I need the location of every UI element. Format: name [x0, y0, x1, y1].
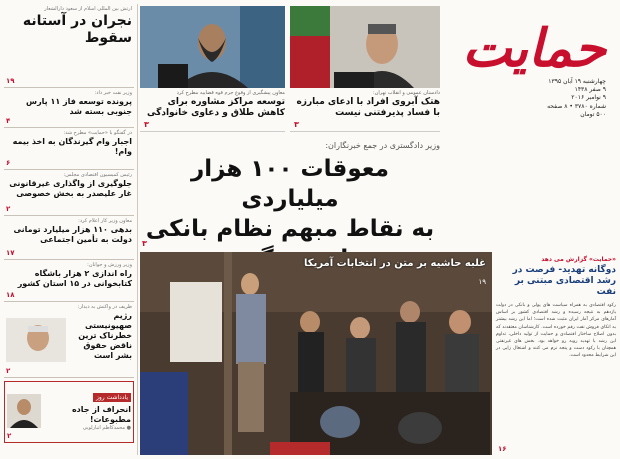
- right-article-page: ۱۶: [498, 445, 507, 453]
- sidebar-item[interactable]: [4, 88, 134, 128]
- sidebar-item-page: ۱۸: [6, 291, 15, 299]
- editorial-note[interactable]: [4, 381, 134, 443]
- masthead-logo[interactable]: [452, 8, 610, 78]
- logo-text: حمایت: [462, 18, 606, 78]
- sidebar-item-kicker: ظریف در واکنش به دیدار:: [77, 304, 132, 310]
- right-article-body: رکود اقتصادی به همراه سیاست های پولی و بانکی در دولت یازدهم به نتیجه رسیده و رشد اقتصادی کشور بر اساس آمارهای مرکز آمار ایران مثبت شده است؛ اما این رشد بیشتر به اتکای فروش نفت رقم خورده است. کارشناسان معتقدند که بدون اصلاح ساختار اقتصادی و حمایت از تولید داخلی، تداوم این رشد با تهدید روبه رو خواهد بود. بخش های غیرنفتی همچنان با رکود دست و پنجه نرم می کنند و اشتغال زایی در این شرایط محدود است.: [496, 303, 616, 359]
- sidebar-item-page: ۴: [6, 117, 11, 125]
- sidebar-item-kicker: معاون وزیر کار اعلام کرد:: [78, 218, 132, 224]
- date-persian: چهارشنبه ۱۹ آبان ۱۳۹۵: [548, 78, 606, 85]
- editorial-text: [55, 405, 131, 432]
- sidebar: [4, 4, 134, 455]
- sidebar-item-kicker: در گفتگو با «حمایت» مطرح شد:: [63, 130, 132, 136]
- sidebar-item-headline[interactable]: اجبار وام گیرندگان به اخذ بیمه وام!: [12, 137, 132, 156]
- sidebar-item[interactable]: [4, 128, 134, 170]
- top-story-1-photo: [290, 6, 440, 88]
- date-hijri: ۹ صفر ۱۴۳۸: [574, 86, 606, 94]
- sidebar-item-kicker: رئیس کمیسیون اقتصادی مجلس:: [63, 172, 132, 178]
- sidebar-item-headline[interactable]: جلوگیری از واگذاری غیرقانونی غار علیصدر به بخش خصوصی: [9, 179, 132, 198]
- right-article-headline[interactable]: دوگانه تهدید- فرصت در رشد اقتصادی مبتنی بر نفت: [512, 265, 616, 297]
- sidebar-item-kicker: وزیر نفت خبر داد:: [94, 90, 132, 96]
- election-photo[interactable]: [140, 252, 492, 455]
- date-gregorian: ۹ نوامبر ۲۰۱۶: [571, 94, 606, 102]
- sidebar-item-kicker: وزیر ورزش و جوانان:: [87, 262, 132, 268]
- editorial-tag: یادداشت روز: [93, 393, 131, 402]
- zarif-photo: [6, 318, 66, 362]
- sidebar-item-headline[interactable]: بدهی ۱۱۰ هزار میلیارد تومانی دولت به تأمین اجتماعی: [13, 225, 132, 244]
- photo-title: غلبه حاشیه بر متن در انتخابات آمریکا: [304, 258, 486, 269]
- top-story-2-caption: معاون پیشگیری از وقوع جرم قوه قضاییه مطرح کرد: [176, 90, 285, 96]
- main-page-ref: ۳: [142, 239, 147, 248]
- column-divider: [137, 4, 138, 455]
- top-story-2[interactable]: [140, 6, 285, 132]
- logo-graphic: [452, 8, 610, 78]
- sidebar-item-page: ۱۷: [6, 249, 15, 257]
- main-headline-line2: به نقاط مبهم نظام بانکی: [145, 216, 435, 242]
- sidebar-item-headline[interactable]: رژیم صهیونیستی خطرناک ترین ناقض حقوق بشر است: [78, 311, 132, 360]
- top-story-2-photo: [140, 6, 285, 88]
- editorial-author: ● محمدکاظم انبارلویی: [82, 425, 131, 431]
- author-photo: [7, 394, 41, 428]
- sidebar-item[interactable]: [4, 216, 134, 260]
- masthead: [446, 4, 616, 130]
- top-story-2-page: ۳: [144, 120, 149, 129]
- sidebar-item-page: ۲: [6, 367, 11, 375]
- masthead-meta: [518, 78, 606, 119]
- top-story-1[interactable]: [290, 6, 440, 132]
- top-story-1-headline[interactable]: هتک آبروی افراد با ادعای مبارزه با فساد پذیرفتنی نیست: [296, 97, 440, 118]
- photo-page-ref: ۱۹: [478, 278, 486, 286]
- editorial-headline[interactable]: انحراف از جاده مطبوعات!: [71, 405, 131, 424]
- sidebar-item[interactable]: [4, 170, 134, 216]
- top-story-1-caption: دادستان عمومی و انقلاب تهران:: [372, 90, 440, 96]
- right-article-tag: «حمایت» گزارش می دهد: [541, 256, 616, 263]
- sidebar-item[interactable]: [4, 260, 134, 302]
- issue-number: شماره ۳۷۸۰ • ۸ صفحه: [547, 102, 606, 110]
- editorial-page: ۲: [7, 432, 12, 440]
- sidebar-top-headline[interactable]: نجران در آستانه سقوط: [22, 13, 132, 46]
- main-kicker: وزیر دادگستری در جمع خبرنگاران:: [325, 141, 440, 150]
- sidebar-top-story[interactable]: [4, 4, 134, 88]
- sidebar-item[interactable]: [4, 302, 134, 378]
- sidebar-item-headline[interactable]: پرونده توسعه فاز ۱۱ پارس جنوبی بسته شد: [26, 97, 132, 116]
- top-story-1-page: ۳: [294, 120, 299, 129]
- main-headline-line1: معوقات ۱۰۰ هزار میلیاردی: [191, 156, 389, 212]
- sidebar-item-page: ۲: [6, 205, 11, 213]
- sidebar-top-kicker: ارتش بین المللی اسلام از سعود دارالشعار: [44, 6, 132, 12]
- sidebar-item-text: [66, 304, 132, 361]
- price: ۵۰۰ تومان: [580, 110, 606, 118]
- sidebar-item-page: ۶: [6, 159, 11, 167]
- top-story-2-headline[interactable]: توسعه مراکز مشاوره برای کاهش طلاق و دعاوی خانوادگی: [147, 97, 285, 118]
- sidebar-top-page: ۱۹: [6, 77, 15, 85]
- sidebar-item-headline[interactable]: راه اندازی ۲ هزار باشگاه کتابخوانی در ۱۵ استان کشور: [17, 269, 132, 288]
- election-photo-image: [140, 252, 492, 455]
- right-article[interactable]: [496, 256, 616, 455]
